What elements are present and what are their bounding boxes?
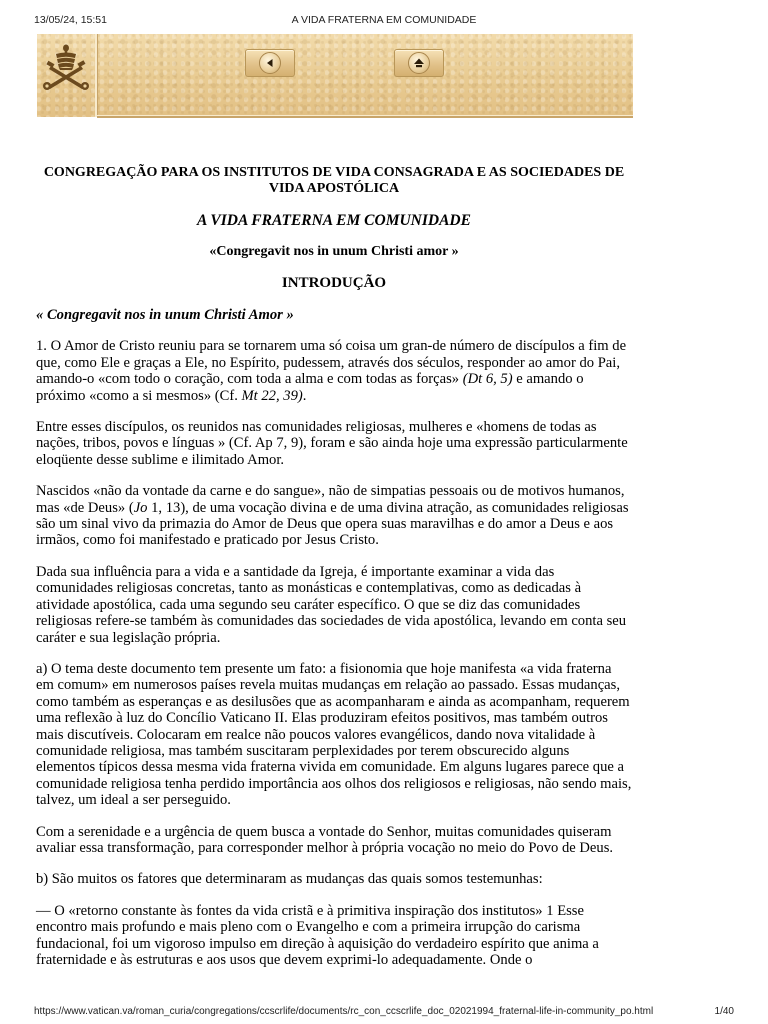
paragraph-7: b) São muitos os fatores que determinaram as mudanças das quais somos testemunhas: (36, 871, 543, 888)
arrow-left-icon (265, 58, 275, 68)
paragraph-3-rest: ), de uma vocação divina e de uma divina atração, as comunidades religiosas são um sinal vivo da primazia do Amor de Deus que opera suas maravilhas e do amor a Deus e aos irmãos, como foi manifestado e praticado por Jesus Cristo. (36, 499, 629, 549)
paragraph-8: — O «retorno constante às fontes da vida cristã e à primitiva inspiração dos institutos» 1 Esse encontro mais profundo e mais pleno com o Evangelho e com a primeira irrupção do carisma fundacional, foi um vigoroso impulso em direção à aquisição do verdadeiro espírito que anima a fraternidade e às estruturas e aos usos que devem exprimi-lo adequadamente. Onde o (36, 902, 599, 968)
paragraph-2: Entre esses discípulos, os reunidos nas comunidades religiosas, mulheres e «homens de todas as nações, tribos, povos e línguas » (Cf. Ap 7, 9), foram e são ainda hoje uma expressão particularmente eloqüente desse sublime e ilimitado Amor. (36, 419, 628, 468)
header-banner (37, 34, 633, 117)
reference-mt: Mt 22, 39) (241, 387, 303, 404)
reference-jo: Jo (133, 499, 148, 516)
emblem-box (37, 34, 97, 117)
reference-dt: (Dt 6, 5) (462, 371, 513, 388)
paragraph-1-middle: e amando o próximo «como a si mesmos» (Cf. (36, 371, 584, 404)
print-header (34, 14, 734, 28)
paragraph-1-end: . (302, 387, 307, 404)
back-button-circle (259, 52, 281, 74)
paragraph-3 (36, 483, 632, 549)
paragraph-1-text: 1. O Amor de Cristo reuniu para se tornarem uma só coisa um gran-de número de discípulos a fim de que, como Ele e graças a Ele, no Espírito, pudessem, através dos séculos, responder ao amor do Pai, amando-o «com todo o coração, com toda a alma e com todas as forças» (36, 338, 627, 388)
print-footer (34, 1006, 734, 1020)
paragraph-5: a) O tema deste documento tem presente um fato: a fisionomia que hoje manifesta «a vida fraterna em comum» em numerosos países revela muitas mudanças em relação ao passado. Essas mudanças, como também as esperanças e as desilusões que as acompanharam e ainda as acompanham, requerem uma reflexão à luz do Concílio Vaticano II. Elas produziram efeitos positivos, mas também outros mais discutíveis. Colocaram em realce não poucos valores evangélicos, dando nova vitalidade à comunidade religiosa, mas também suscitaram perplexidades por terem obscurecido alguns elementos típicos dessa mesma vida fraterna vivida em comunidade. Em alguns lugares parece que a comunidade religiosa tenha perdido importância aos olhos dos religiosos e religiosas, não sendo mais, talvez, um ideal a ser perseguido. (36, 660, 632, 809)
reference-jo-number: 1, 13 (147, 499, 181, 516)
banner-divider (97, 115, 633, 118)
document-body (36, 150, 632, 968)
paragraph-1 (36, 338, 632, 404)
document-title: A VIDA FRATERNA EM COMUNIDADE (197, 212, 471, 229)
print-url: https://www.vatican.va/roman_curia/congregations/ccscrlife/documents/rc_con_ccscrlife_doc_02021994_fraternal-life-in-community_po.html (34, 1006, 654, 1017)
up-button[interactable] (394, 49, 444, 77)
paragraph-3-start: Nascidos «não da vontade da carne e do sangue», não de simpatias pessoais ou de motivos humanos, mas «de Deus» ( (36, 483, 625, 516)
papal-keys-emblem-icon (40, 42, 92, 90)
section-heading: « Congregavit nos in unum Christi Amor » (36, 307, 294, 323)
paragraph-4: Dada sua influência para a vida e a santidade da Igreja, é importante examinar a vida das comunidades religiosas concretas, tanto as monásticas e contemplativas, como as dedicadas à atividade apostólica, cada uma segundo seu caráter específico. O que se diz das comunidades religiosas refere-se também às comunidades das sociedades de vida apostólica, levando em conta seu caráter e sua legislação própria. (36, 563, 627, 646)
print-page-title: A VIDA FRATERNA EM COMUNIDADE (291, 14, 477, 26)
arrow-up-icon (413, 57, 425, 69)
paragraph-6: Com a serenidade e a urgência de quem busca a vontade do Senhor, muitas comunidades quiseram avaliar essa transformação, para corresponder melhor à própria vocação no meio do Povo de Deus. (36, 823, 614, 856)
introduction-heading: INTRODUÇÃO (281, 275, 387, 291)
document-subtitle: «Congregavit nos in unum Christi amor » (209, 244, 459, 259)
page-number: 1/40 (714, 1006, 734, 1017)
back-button[interactable] (245, 49, 295, 77)
up-button-circle (408, 52, 430, 74)
print-date: 13/05/24, 15:51 (34, 14, 107, 26)
congregation-heading: CONGREGAÇÃO PARA OS INSTITUTOS DE VIDA CONSAGRADA E AS SOCIEDADES DE VIDA APOSTÓLICA (43, 165, 625, 196)
